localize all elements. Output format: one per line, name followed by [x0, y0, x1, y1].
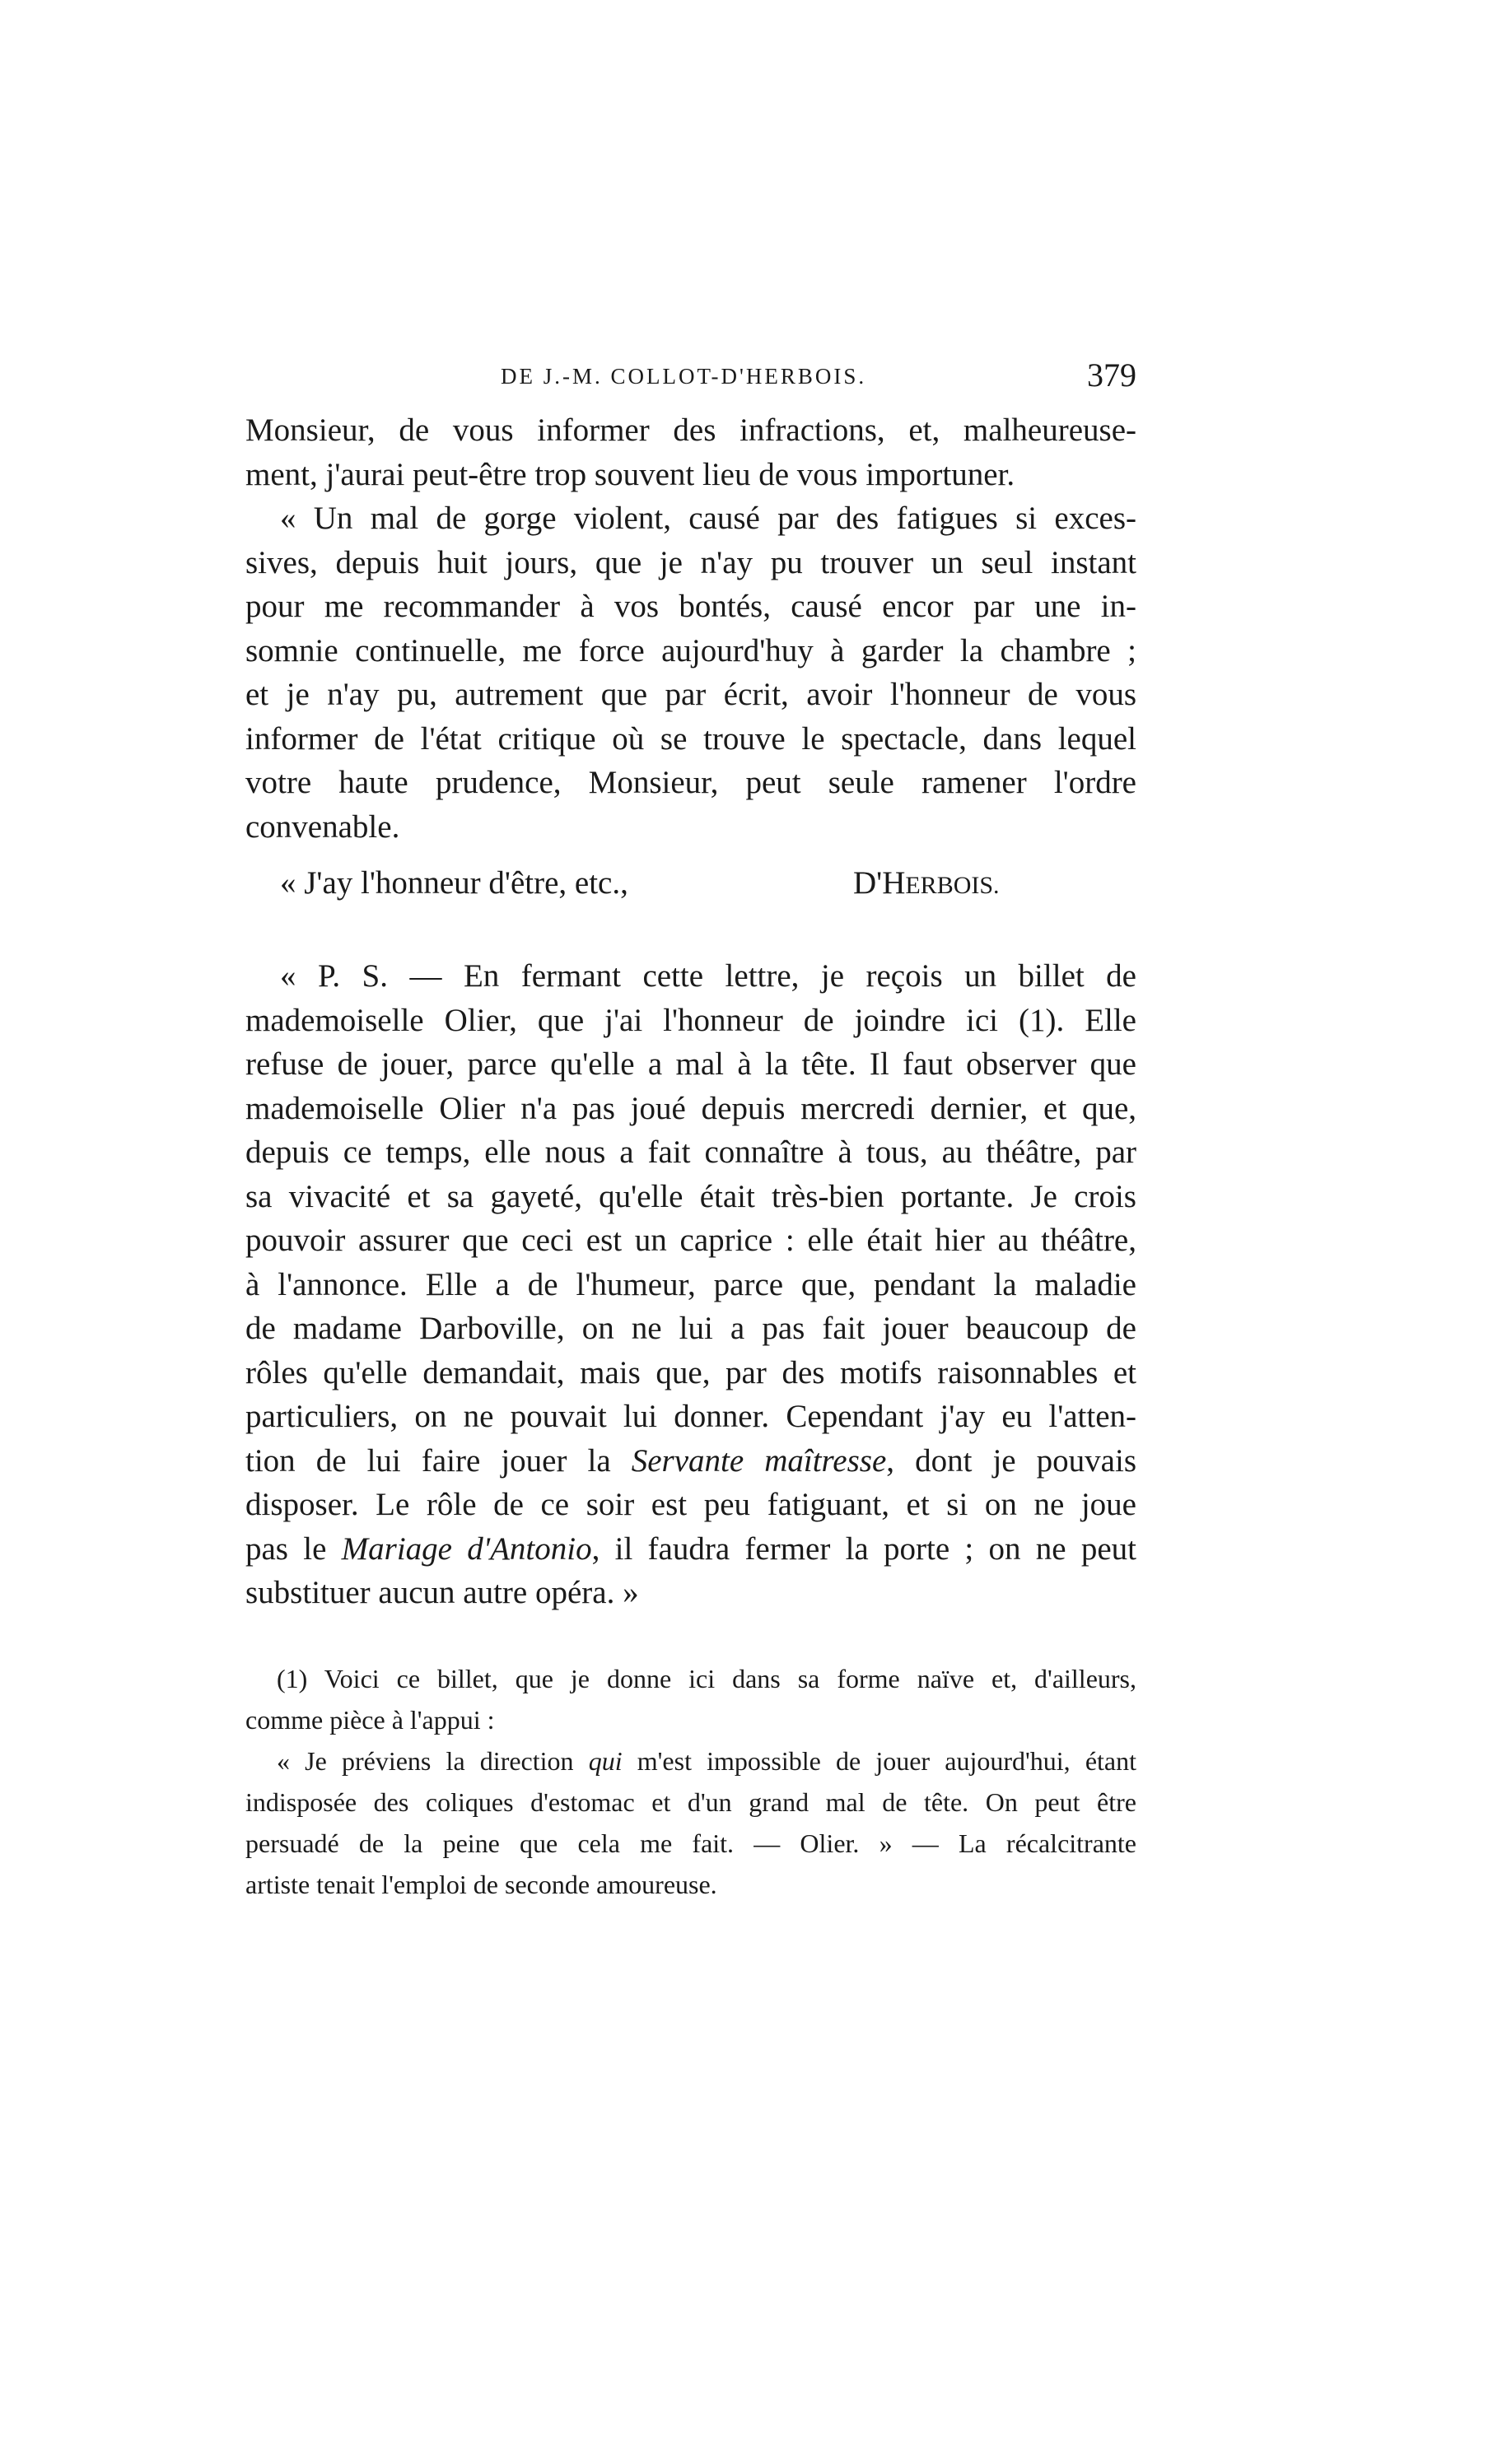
text-line — [245, 1823, 1136, 1864]
text-segment: (1) Voici ce billet, que je donne ici dans sa forme naïve et, d'ailleurs, — [277, 1664, 1136, 1693]
text-line — [245, 1527, 1136, 1572]
text-segment: ment, j'aurai peut-être trop souvent lieu de vous importuner. — [245, 456, 1015, 492]
text-segment: Monsieur, de vous informer des infractions, et, malheureuse- — [245, 412, 1136, 448]
footnote — [245, 1658, 1136, 1905]
text-segment: substituer aucun autre opéra. » — [245, 1575, 639, 1610]
text-line — [245, 999, 1136, 1043]
text-segment: sives, depuis huit jours, que je n'ay pu trouver un seul instant — [245, 544, 1136, 580]
text-line — [245, 1740, 1136, 1782]
closing — [245, 861, 1136, 906]
text-segment: persuadé de la peine que cela me fait. — Olier. » — La récalcitrante — [245, 1828, 1136, 1858]
text-segment: « Un mal de gorge violent, causé par des fatigues si exces- — [280, 501, 1136, 536]
text-segment: comme pièce à l'appui : — [245, 1705, 495, 1735]
text-segment: particuliers, on ne pouvait lui donner. Cependant j'ay eu l'atten- — [245, 1399, 1136, 1434]
text-segment: depuis ce temps, elle nous a fait connaître à tous, au théâtre, par — [245, 1134, 1136, 1170]
text-line — [245, 453, 1136, 497]
text-line — [245, 1439, 1136, 1484]
text-line — [245, 673, 1136, 717]
text-segment: artiste tenait l'emploi de seconde amoureuse. — [245, 1870, 717, 1899]
text-line — [245, 1699, 1136, 1740]
text-line — [245, 1571, 1136, 1615]
text-segment: « Je préviens la direction — [277, 1746, 589, 1776]
text-line — [245, 1087, 1136, 1131]
paragraph-2 — [245, 496, 1136, 849]
text-segment: somnie continuelle, me force aujourd'huy à garder la chambre ; — [245, 632, 1136, 668]
text-segment: informer de l'état critique où se trouve le spectacle, dans lequel — [245, 720, 1136, 757]
text-segment: convenable. — [245, 808, 400, 845]
signature — [853, 861, 1000, 908]
text-line — [245, 496, 1136, 541]
signature-initial: D'H — [853, 865, 906, 901]
italic-text: qui — [588, 1746, 623, 1776]
text-line — [245, 1042, 1136, 1087]
text-line — [245, 954, 1136, 999]
text-segment: à l'annonce. Elle a de l'humeur, parce que, pendant la maladie — [245, 1266, 1136, 1302]
text-line — [245, 1658, 1136, 1699]
italic-text: Servante maîtresse — [631, 1442, 887, 1479]
closing-formula: « J'ay l'honneur d'être, etc., — [280, 865, 628, 901]
text-line — [245, 1263, 1136, 1307]
text-line — [245, 629, 1136, 673]
italic-text: Mariage d'Antonio — [341, 1530, 592, 1567]
text-segment: , dont je pouvais — [886, 1442, 1136, 1479]
text-segment: pouvoir assurer que ceci est un caprice : elle était hier au théâtre, — [245, 1223, 1136, 1258]
text-segment: votre haute prudence, Monsieur, peut seule ramener l'ordre — [245, 765, 1136, 800]
text-line — [245, 1218, 1136, 1263]
text-line — [245, 761, 1136, 805]
text-line — [245, 1782, 1136, 1823]
postscript — [245, 954, 1136, 1615]
text-line — [245, 1483, 1136, 1527]
text-line — [245, 1130, 1136, 1175]
text-segment: et je n'ay pu, autrement que par écrit, avoir l'honneur de vous — [245, 677, 1136, 712]
running-title: DE J.-M. COLLOT-D'HERBOIS. — [501, 364, 867, 389]
text-segment: mademoiselle Olier n'a pas joué depuis mercredi dernier, et que, — [245, 1090, 1136, 1126]
text-segment: pour me recommander à vos bontés, causé encor par une in- — [245, 589, 1136, 624]
text-segment: mademoiselle Olier, que j'ai l'honneur de joindre ici (1). Elle — [245, 1002, 1136, 1038]
text-segment: de madame Darboville, on ne lui a pas fait jouer beaucoup de — [245, 1311, 1136, 1346]
text-segment: tion de lui faire jouer la — [245, 1442, 632, 1479]
text-line — [245, 1395, 1136, 1439]
text-segment: m'est impossible de jouer aujourd'hui, étant — [622, 1746, 1137, 1776]
text-segment: refuse de jouer, parce qu'elle a mal à la tête. Il faut observer que — [245, 1046, 1136, 1082]
text-line — [245, 585, 1136, 629]
text-line — [245, 1864, 1136, 1905]
closing-line — [245, 861, 1136, 906]
text-line — [245, 541, 1136, 585]
text-line — [245, 805, 1136, 850]
text-line — [245, 1351, 1136, 1395]
paragraph-1 — [245, 408, 1136, 496]
signature-rest: ERBOIS. — [905, 872, 1000, 899]
text-line — [245, 408, 1136, 453]
page-number: 379 — [1087, 356, 1136, 394]
text-segment: , il faudra fermer la porte ; on ne peut — [591, 1530, 1136, 1567]
text-line — [245, 717, 1136, 762]
text-segment: pas le — [245, 1530, 342, 1567]
running-header — [245, 356, 1136, 397]
text-line — [245, 1307, 1136, 1351]
text-segment: indisposée des coliques d'estomac et d'un grand mal de tête. On peut être — [245, 1787, 1136, 1817]
text-segment: disposer. Le rôle de ce soir est peu fatiguant, et si on ne joue — [245, 1487, 1136, 1522]
text-segment: sa vivacité et sa gayeté, qu'elle était très-bien portante. Je crois — [245, 1178, 1136, 1214]
text-segment: « P. S. — En fermant cette lettre, je reçois un billet de — [280, 958, 1136, 994]
text-line — [245, 1175, 1136, 1219]
text-segment: rôles qu'elle demandait, mais que, par des motifs raisonnables et — [245, 1354, 1136, 1390]
